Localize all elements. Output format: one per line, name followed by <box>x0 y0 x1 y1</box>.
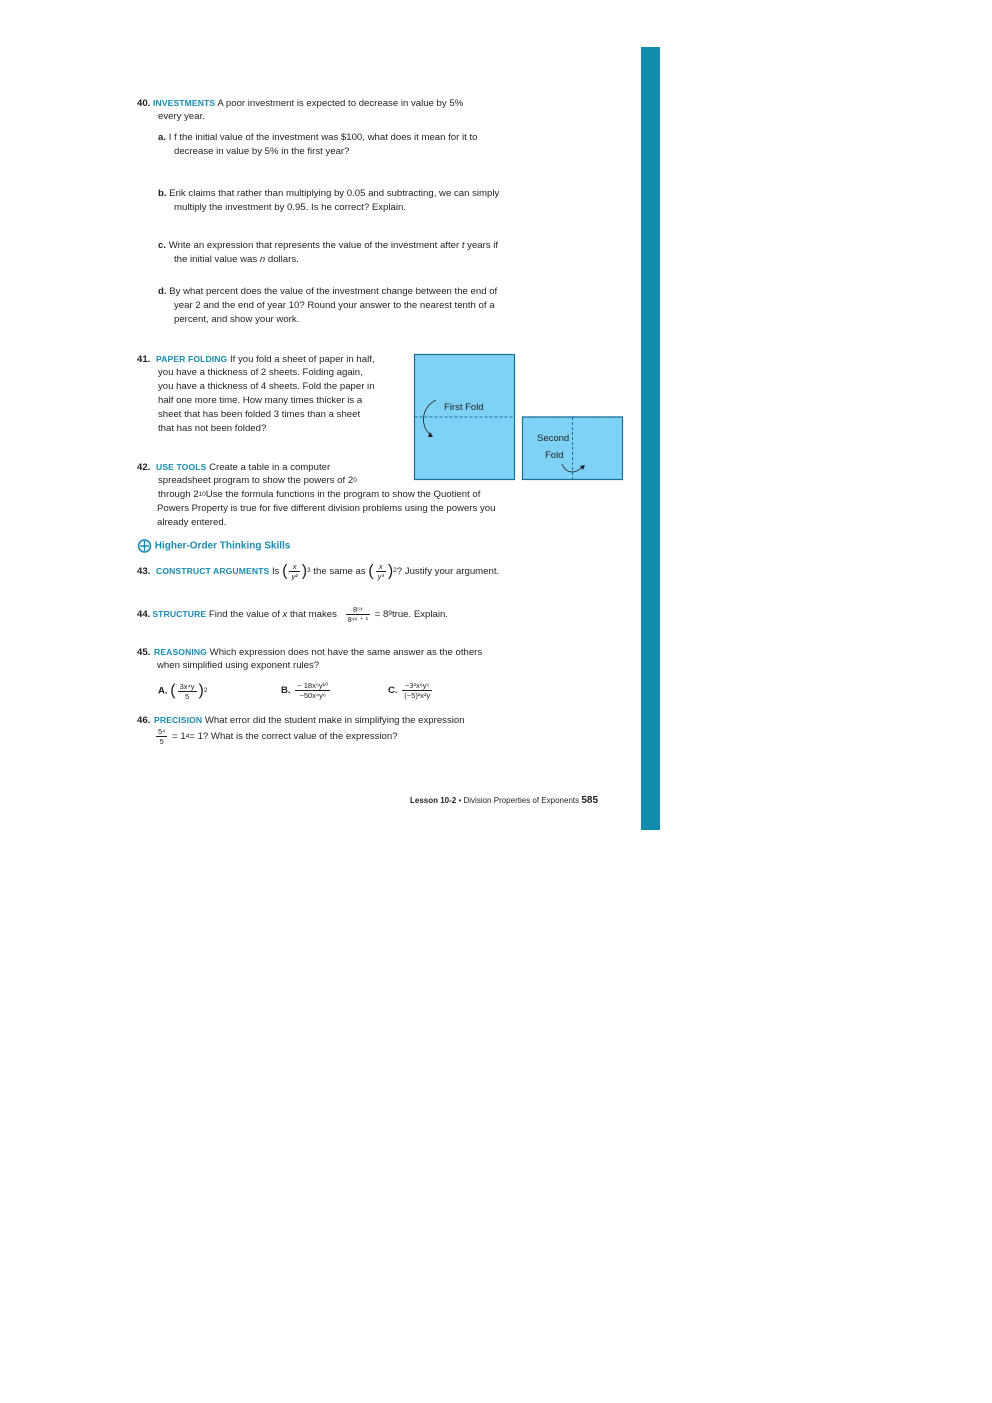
exponent: 9 <box>388 610 392 617</box>
question-42-line4: Powers Property is true for five different division problems using the powers you <box>157 503 496 514</box>
fraction <box>402 681 432 700</box>
part-text: dollars. <box>265 254 299 265</box>
numerator: −3²x⁶y⁵ <box>402 681 432 691</box>
question-40d-line3: percent, and show your work. <box>174 314 300 325</box>
question-40-line2: every year. <box>158 111 205 122</box>
question-42-line3 <box>158 488 480 502</box>
question-text: that makes <box>287 609 337 620</box>
question-number: 41. <box>137 354 151 365</box>
fraction <box>178 682 197 701</box>
part-label: c. <box>158 240 167 251</box>
question-40-line1 <box>137 96 463 111</box>
numerator: x <box>376 562 386 572</box>
part-text: By what percent does the value of the investment change between the end of <box>169 286 498 297</box>
part-text: Write an expression that represents the value of the investment after <box>168 240 462 251</box>
question-41-line5: sheet that has been folded 3 times than a sheet <box>158 409 361 420</box>
denominator: y² <box>291 571 298 581</box>
fraction <box>295 681 330 700</box>
numerator: 5⁴ <box>158 727 166 736</box>
question-42-line2 <box>158 474 357 488</box>
question-text: If you fold a sheet of paper in half, <box>230 354 375 365</box>
question-keyword: PRECISION <box>154 715 203 725</box>
question-45-line2: when simplified using exponent rules? <box>157 660 320 671</box>
numerator: 3x⁴y <box>179 681 195 691</box>
first-fold-label: First Fold <box>444 402 484 413</box>
part-label: d. <box>158 286 167 297</box>
question-40d-line2: year 2 and the end of year 10? Round your answer to the nearest tenth of a <box>174 300 495 311</box>
question-42-line5: already entered. <box>157 517 227 528</box>
question-number: 44. <box>137 609 151 620</box>
paren: ( <box>170 682 176 699</box>
answer-choice-c <box>388 680 434 702</box>
exponent: 10 <box>198 491 206 498</box>
paren: ) <box>301 562 308 580</box>
lesson-number: Lesson 10-2 <box>410 796 457 805</box>
choice-label: A. <box>158 685 168 697</box>
question-45-line1 <box>137 645 482 660</box>
fraction <box>289 562 299 581</box>
question-text: = 1 <box>172 731 186 743</box>
page-number: 585 <box>581 795 599 806</box>
part-label: b. <box>158 188 167 199</box>
question-40a-line2: decrease in value by 5% in the first year? <box>174 146 350 157</box>
question-text: spreadsheet program to show the powers of 2 <box>158 475 354 486</box>
page-edge-color-bar <box>641 47 660 830</box>
question-40c-line2 <box>174 253 299 267</box>
lesson-title: Division Properties of Exponents <box>463 796 580 805</box>
variable-n: n <box>259 254 266 265</box>
question-text: through 2 <box>158 489 199 500</box>
question-41-line6: that has not been folded? <box>158 423 267 434</box>
answer-choice-b <box>281 680 332 702</box>
exponent: 4 <box>185 733 190 740</box>
paper-folding-figure <box>410 350 630 486</box>
question-text: = 1? What is the correct value of the expression? <box>189 731 398 743</box>
question-text: ? Justify your argument. <box>396 566 500 577</box>
exponent: 2 <box>393 567 397 574</box>
question-40d-line1 <box>158 285 497 299</box>
part-text: years if <box>464 240 499 251</box>
page-footer <box>410 795 598 806</box>
answer-choice-a <box>158 680 207 703</box>
numerator: 8⁵ˣ <box>346 605 370 615</box>
question-text: Find the value of <box>208 609 283 620</box>
question-41-line2: you have a thickness of 2 sheets. Folding again, <box>158 367 363 378</box>
question-40c-line1 <box>158 239 498 253</box>
question-46-line1 <box>137 713 465 728</box>
denominator: 5 <box>184 691 190 701</box>
exponent: 3 <box>307 567 311 574</box>
question-keyword: PAPER FOLDING <box>156 354 228 364</box>
question-41-line1 <box>137 352 375 367</box>
choice-label: B. <box>281 685 291 696</box>
question-text: = 8 <box>374 609 389 620</box>
part-text: the initial value was <box>174 254 260 265</box>
footer-bullet: • <box>456 796 464 805</box>
choice-label: C. <box>388 685 398 696</box>
question-keyword: REASONING <box>154 647 207 657</box>
question-43 <box>137 561 499 582</box>
question-number: 40. <box>137 98 151 109</box>
question-number: 45. <box>137 647 151 658</box>
denominator: (−5)²x²y <box>404 690 431 700</box>
hots-brain-icon <box>137 539 152 553</box>
denominator: y³ <box>377 571 384 581</box>
hots-heading-text: Higher-Order Thinking Skills <box>154 540 291 552</box>
question-text: Which expression does not have the same answer as the others <box>209 647 483 658</box>
paren: ) <box>198 682 204 699</box>
hots-heading <box>137 539 290 553</box>
question-keyword: INVESTMENTS <box>153 98 216 108</box>
denominator: −50x⁴y⁶ <box>299 690 326 700</box>
question-41-line4: half one more time. How many times thicker is a <box>158 395 363 406</box>
question-40b-line1 <box>158 187 499 201</box>
question-41-line3: you have a thickness of 4 sheets. Fold the paper in <box>158 381 375 392</box>
second-fold-label-line1: Second <box>537 433 570 444</box>
question-42-line1 <box>137 460 330 475</box>
question-number: 46. <box>137 715 151 726</box>
part-text: Erik claims that rather than multiplying by 0.05 and subtracting, we can simply <box>169 188 500 199</box>
variable-x: x <box>282 609 288 620</box>
paren: ) <box>387 562 394 580</box>
question-text: What error did the student make in simplifying the expression <box>204 715 465 726</box>
question-keyword: USE TOOLS <box>156 462 207 472</box>
part-text: I f the initial value of the investment was $100, what does it mean for it to <box>168 132 478 143</box>
question-44 <box>137 604 448 625</box>
question-number: 42. <box>137 462 151 473</box>
question-40b-line2: multiply the investment by 0.95. Is he correct? Explain. <box>174 202 406 213</box>
fraction <box>346 605 370 624</box>
fraction <box>156 727 167 746</box>
fraction <box>376 562 386 581</box>
question-number: 43. <box>137 566 151 577</box>
numerator: x <box>289 562 299 572</box>
question-40a-line1 <box>158 131 477 145</box>
question-keyword: CONSTRUCT ARGUMENTS <box>156 566 270 576</box>
exponent: 0 <box>353 477 357 484</box>
part-label: a. <box>158 132 167 143</box>
question-text: Create a table in a computer <box>209 462 331 473</box>
paren: ( <box>368 562 374 580</box>
question-text: Is <box>271 566 280 577</box>
paren: ( <box>282 562 288 580</box>
numerator: − 18x⁵y¹⁰ <box>297 680 329 690</box>
denominator: 8⁴ˣ ⁺ ¹ <box>347 614 369 624</box>
question-text: true. Explain. <box>391 609 448 620</box>
question-text: Use the formula functions in the program to show the Quotient of <box>205 489 481 500</box>
question-keyword: STRUCTURE <box>152 609 207 619</box>
second-fold-label-line2: Fold <box>545 450 564 461</box>
denominator: 5 <box>159 737 164 746</box>
question-46-line2 <box>156 727 398 747</box>
exponent: 2 <box>203 687 208 694</box>
question-text: A poor investment is expected to decrease in value by 5% <box>217 98 464 109</box>
question-text: the same as <box>313 566 366 577</box>
variable-t: t <box>461 240 465 251</box>
